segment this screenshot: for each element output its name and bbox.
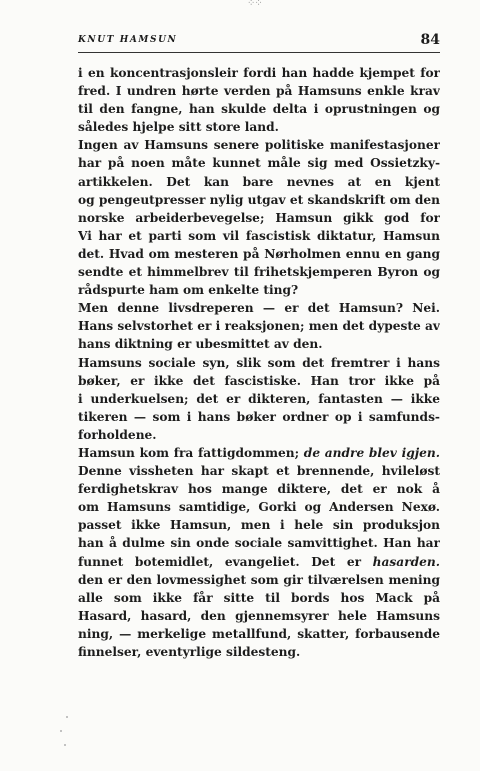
italic-emphasis: hasarden. <box>372 554 440 569</box>
text-line: tikeren — som i hans bøker ordner op i samfunds- <box>78 409 440 424</box>
text-line: Denne vissheten har skapt et brennende, hvileløst <box>78 464 440 479</box>
body-text <box>78 64 440 661</box>
text-line: til den fangne, han skulde delta i oprustningen og <box>78 102 440 117</box>
text-line: Hamsuns sociale syn, slik som det fremtrer i hans <box>78 355 440 370</box>
text-line: Hans selvstorhet er i reaksjonen; men det dypeste av <box>78 319 440 334</box>
text-line: passet ikke Hamsun, men i hele sin produksjon <box>78 518 440 533</box>
text-line: i en koncentrasjonsleir fordi han hadde kjempet for <box>78 66 440 80</box>
text-line: han å dulme sin onde sociale samvittighet. Han har <box>78 536 440 551</box>
running-head <box>78 32 440 50</box>
text-line: sendte et himmelbrev til frihetskjemperen Byron og <box>78 265 440 280</box>
text-line <box>78 553 440 571</box>
text-line: i underkuelsen; det er dikteren, fantasten — ikke <box>78 391 440 406</box>
text-line: og pengeutpresser nylig utgav et skandskrift om den <box>78 192 440 207</box>
text-line: Men denne livsdreperen — er det Hamsun? Nei. <box>78 301 440 316</box>
italic-emphasis: de andre blev igjen. <box>303 445 440 460</box>
page-number: 84 <box>420 32 440 48</box>
text-line: forholdene. <box>78 427 157 442</box>
text-line: Ingen av Hamsuns senere politiske manifestasjoner <box>78 138 440 153</box>
text-line: Hasard, hasard, den gjennemsyrer hele Hamsuns <box>78 608 440 623</box>
margin-speck <box>60 730 62 732</box>
text-line: rådspurte ham om enkelte ting? <box>78 283 299 298</box>
text-line: om Hamsuns samtidige, Gorki og Andersen Nexø. <box>78 500 440 515</box>
text-line: således hjelpe sitt store land. <box>78 120 279 135</box>
text-line: det. Hvad om mesteren på Nørholmen ennu en gang <box>78 246 440 261</box>
text-line: bøker, er ikke det fascistiske. Han tror ikke på <box>78 373 440 388</box>
text-line: norske arbeiderbevegelse; Hamsun gikk god for <box>78 210 440 225</box>
text-line: artikkelen. Det kan bare nevnes at en kjent <box>78 174 440 189</box>
text-line: Vi har et parti som vil fascistisk diktatur, Hamsun <box>78 228 440 243</box>
text-line: finnelser, eventyrlige sildesteng. <box>78 645 301 659</box>
text-line: har på noen måte kunnet måle sig med Ossietzky- <box>78 156 440 171</box>
text-line: ferdighetskrav hos mange diktere, det er nok å <box>78 482 440 497</box>
text-line: alle som ikke får sitte til bords hos Mack på <box>78 590 440 605</box>
margin-speck <box>66 716 68 718</box>
header-rule <box>78 52 440 53</box>
print-smudge: ⁘⁘ <box>247 0 262 9</box>
text-line: fred. I undren hørte verden på Hamsuns enkle krav <box>78 84 440 99</box>
text-line: ning, — merkelige metallfund, skatter, forbausende <box>78 626 440 641</box>
text-span: funnet botemidlet, evangeliet. Det er <box>78 554 373 569</box>
text-span: Hamsun kom fra fattigdommen; <box>78 445 304 460</box>
text-line: den er den lovmessighet som gir tilværelsen mening <box>78 572 440 587</box>
text-line: hans diktning er ubesmittet av den. <box>78 337 323 352</box>
text-line <box>78 444 440 462</box>
running-head-author: KNUT HAMSUN <box>78 35 178 45</box>
margin-speck <box>64 744 66 746</box>
